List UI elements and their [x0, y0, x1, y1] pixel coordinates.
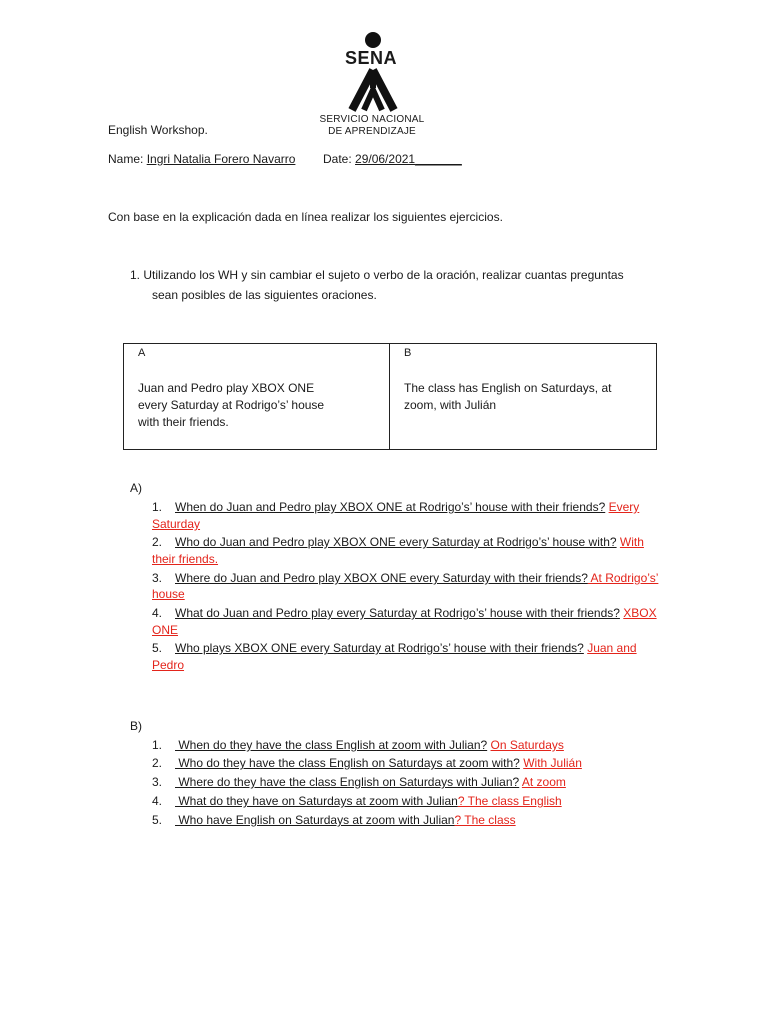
- section-b-label: B): [130, 719, 142, 733]
- question-number: 5.: [152, 641, 163, 655]
- name-line: [108, 151, 295, 168]
- answer-text: At zoom: [521, 775, 566, 789]
- question-text: What do Juan and Pedro play every Saturday at Rodrigo’s’ house with their friends?: [175, 606, 620, 620]
- instruction-line-2: sean posibles de las siguientes oraciones.: [152, 288, 377, 302]
- section-a-answer-1-cont: Saturday: [152, 517, 201, 531]
- logo-brand: SENA: [344, 48, 397, 68]
- instruction-number: 1.: [130, 268, 141, 282]
- question-text: Where do Juan and Pedro play XBOX ONE every Saturday with their friends?: [175, 571, 588, 585]
- logo-subtitle-1: SERVICIO NACIONAL: [319, 114, 425, 125]
- question-number: 5.: [152, 813, 163, 827]
- section-b-question-4: [152, 793, 562, 810]
- sena-figure-icon: [338, 30, 408, 114]
- table-b-line-1: The class has English on Saturdays, at: [404, 381, 612, 395]
- section-a-question-4: [152, 605, 657, 622]
- section-b-question-5: [152, 812, 516, 829]
- table-header-a: A: [138, 347, 146, 359]
- question-text: Who have English on Saturdays at zoom with Julian: [175, 813, 455, 827]
- question-number: 3.: [152, 571, 163, 585]
- answer-text: With: [619, 535, 644, 549]
- date-blank: _______: [415, 152, 462, 166]
- question-text: What do they have on Saturdays at zoom with Julian: [175, 794, 458, 808]
- instruction-text-1: Utilizando los WH y sin cambiar el sujeto o verbo de la oración, realizar cuantas preguntas: [143, 268, 624, 282]
- question-number: 4.: [152, 606, 163, 620]
- table-header-b: B: [404, 347, 412, 359]
- section-a-answer-4-cont: ONE: [152, 623, 179, 637]
- date-line: [323, 151, 462, 168]
- section-b-question-3: [152, 774, 566, 791]
- section-b-question-1: [152, 737, 564, 754]
- sena-logo: [318, 30, 426, 142]
- question-number: 1.: [152, 500, 163, 514]
- table-a-line-2: every Saturday at Rodrigo’s’ house: [138, 398, 325, 412]
- question-text: Where do they have the class English on Saturdays with Julian?: [175, 775, 520, 789]
- question-text: Who do Juan and Pedro play XBOX ONE every Saturday at Rodrigo’s’ house with?: [175, 535, 617, 549]
- instruction-line-1: [130, 267, 624, 284]
- question-text: Who do they have the class English on Saturdays at zoom with?: [175, 756, 520, 770]
- date-value: 29/06/2021: [355, 152, 416, 166]
- name-label: Name:: [108, 152, 144, 166]
- answer-text: With Julián: [523, 756, 582, 770]
- sentences-table: [123, 343, 657, 450]
- question-number: 4.: [152, 794, 163, 808]
- answer-text: Every: [608, 500, 640, 514]
- question-number: 3.: [152, 775, 163, 789]
- document-title: English Workshop.: [108, 123, 208, 137]
- table-b-line-2: zoom, with Julián: [404, 398, 497, 412]
- section-b-question-2: [152, 755, 582, 772]
- table-a-line-1: Juan and Pedro play XBOX ONE: [138, 381, 315, 395]
- answer-text: ? The class: [454, 813, 516, 827]
- date-label: Date:: [323, 152, 352, 166]
- question-text: Who plays XBOX ONE every Saturday at Rodrigo’s’ house with their friends?: [175, 641, 584, 655]
- table-a-line-3: with their friends.: [138, 415, 229, 429]
- question-text: When do they have the class English at zoom with Julian?: [175, 738, 488, 752]
- section-a-answer-2-cont: their friends.: [152, 552, 219, 566]
- section-a-question-2: [152, 534, 644, 551]
- section-a-question-3: [152, 570, 658, 587]
- logo-subtitle-2: DE APRENDIZAJE: [328, 126, 416, 137]
- answer-text: XBOX: [623, 606, 657, 620]
- table-body-a: [138, 380, 324, 431]
- section-a-answer-3-cont: house: [152, 587, 185, 601]
- section-a-question-1: [152, 499, 639, 516]
- intro-text: Con base en la explicación dada en línea realizar los siguientes ejercicios.: [108, 210, 503, 224]
- section-a-question-5: [152, 640, 637, 657]
- answer-text: On Saturdays: [490, 738, 564, 752]
- answer-text: At Rodrigo’s’: [587, 571, 659, 585]
- question-text: When do Juan and Pedro play XBOX ONE at Rodrigo’s’ house with their friends?: [175, 500, 606, 514]
- question-number: 2.: [152, 756, 163, 770]
- answer-text: ? The class English: [457, 794, 562, 808]
- table-cell-b: [389, 344, 656, 449]
- answer-text: Juan and: [587, 641, 637, 655]
- question-number: 1.: [152, 738, 163, 752]
- name-value: Ingri Natalia Forero Navarro: [146, 152, 296, 166]
- question-number: 2.: [152, 535, 163, 549]
- table-cell-a: [124, 344, 389, 449]
- section-a-answer-5-cont: Pedro: [152, 658, 185, 672]
- table-body-b: [404, 380, 611, 414]
- section-a-label: A): [130, 481, 142, 495]
